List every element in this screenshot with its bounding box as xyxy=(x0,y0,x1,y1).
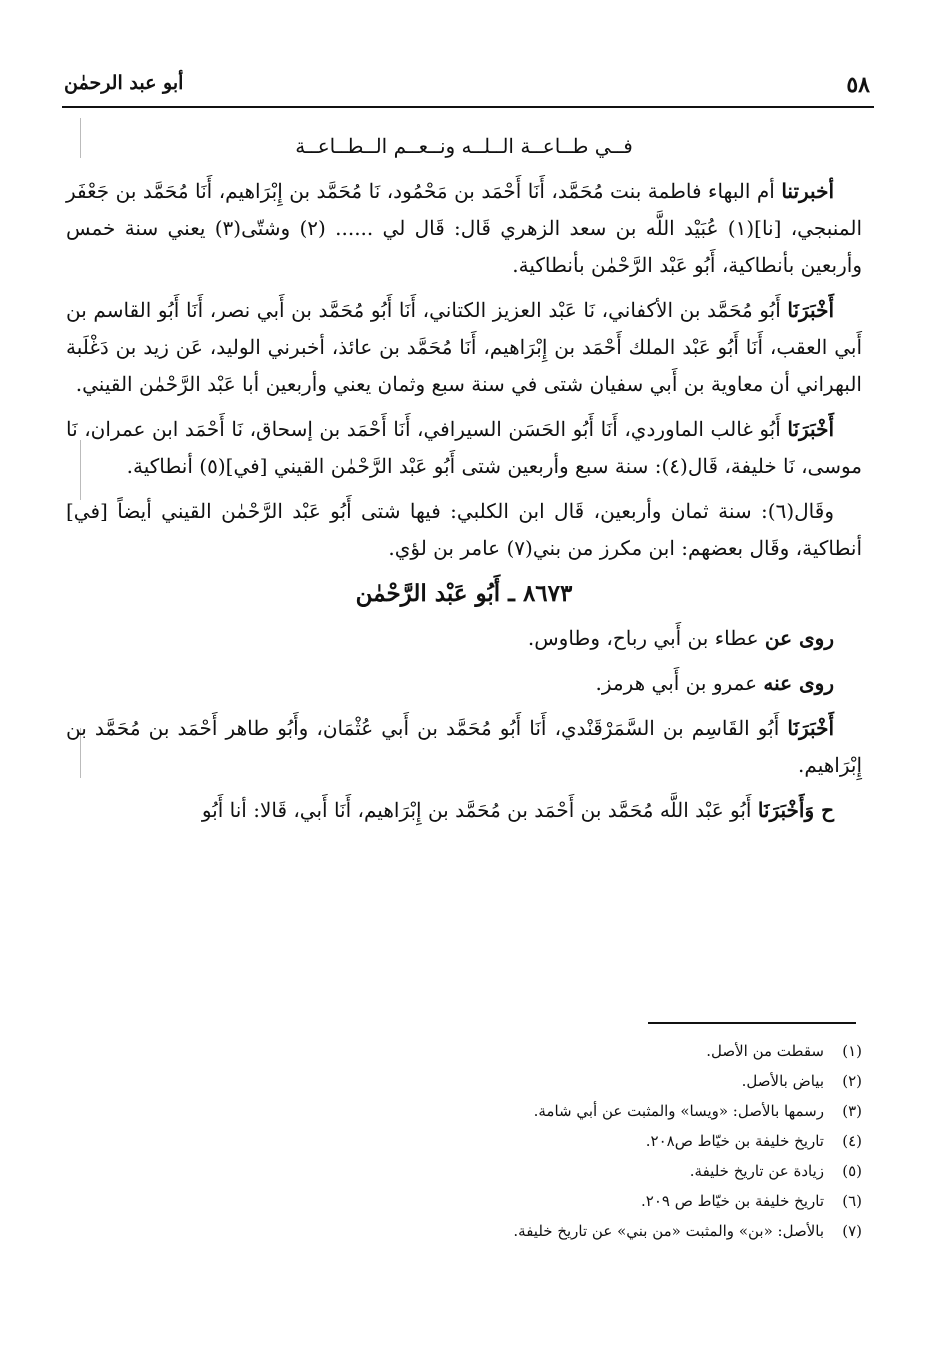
footnote-number: (٧) xyxy=(842,1222,862,1240)
paragraph-7 xyxy=(66,710,862,784)
footnote-item xyxy=(300,1066,862,1096)
footnote-text: رسمها بالأصل: «ويسا» والمثبت عن أبي شامة. xyxy=(533,1102,824,1120)
footnote-item xyxy=(300,1036,862,1066)
paragraph-3 xyxy=(66,411,862,485)
footnote-item xyxy=(300,1126,862,1156)
footnote-text: تاريخ خليفة بن خيّاط ص ٢٠٩. xyxy=(640,1192,824,1210)
footnote-number: (٣) xyxy=(842,1102,862,1120)
footnotes xyxy=(300,1036,862,1246)
footnote-item xyxy=(300,1096,862,1126)
page-header xyxy=(62,70,874,110)
paragraph-text: أَبُو القَاسِم بن السَّمَرْقَنْدي، أَنَا أَبُو مُحَمَّد بن أَبي عُثْمَان، وأَبُو طاهر أَحْمَد بن مُحَمَّد بن إِبْرَاهيم. xyxy=(66,716,862,777)
narration-keyword: أَخْبَرَنَا xyxy=(787,417,834,441)
paragraph-text: عمرو بن أَبي هرمز. xyxy=(595,671,764,695)
page-number: ٥٨ xyxy=(846,72,870,98)
footnote-rule xyxy=(648,1022,856,1024)
footnote-number: (٤) xyxy=(842,1132,862,1150)
footnote-text: تاريخ خليفة بن خيّاط ص٢٠٨. xyxy=(645,1132,824,1150)
narration-keyword: ح وَأَخْبَرَنَا xyxy=(757,798,834,822)
main-text xyxy=(66,128,862,837)
narration-keyword: أَخْبَرَنَا xyxy=(787,716,834,740)
footnote-item xyxy=(300,1216,862,1246)
narration-keyword: أَخْبَرَنَا xyxy=(787,298,834,322)
narration-keyword: أخبرتنا xyxy=(781,179,834,203)
footnote-text: بياض بالأصل. xyxy=(741,1072,824,1090)
paragraph-4: وقَال(٦): سنة ثمان وأربعين، قَال ابن الكلبي: فيها شتى أَبُو عَبْد الرَّحْمٰن القيني أيضاً [في] أنطاكية، وقَال بعضهم: ابن مكرز من بني(٧) عامر بن لؤي. xyxy=(66,499,862,560)
paragraph-text: عطاء بن أَبي رباح، وطاوس. xyxy=(527,626,765,650)
footnote-number: (١) xyxy=(842,1042,862,1060)
footnote-text: زيادة عن تاريخ خليفة. xyxy=(689,1162,824,1180)
paragraph-8 xyxy=(66,792,862,829)
footnote-number: (٦) xyxy=(842,1192,862,1210)
entry-heading: ٨٦٧٣ ـ أَبُو عَبْد الرَّحْمٰن xyxy=(355,580,573,607)
footnote-number: (٢) xyxy=(842,1072,862,1090)
header-rule xyxy=(62,106,874,108)
running-title: أبو عبد الرحمٰن xyxy=(64,72,184,94)
paragraph-text: أَبُو عَبْد اللَّه مُحَمَّد بن أَحْمَد بن مُحَمَّد بن إِبْرَاهيم، أَنَا أَبي، قَالا: أنا أَبُو xyxy=(201,798,758,822)
narration-keyword: روى عنه xyxy=(763,671,834,695)
narration-keyword: روى عن xyxy=(764,626,834,650)
footnote-number: (٥) xyxy=(842,1162,862,1180)
paragraph-2 xyxy=(66,292,862,403)
paragraph-6 xyxy=(66,665,862,702)
footnote-item xyxy=(300,1156,862,1186)
footnote-text: سقطت من الأصل. xyxy=(706,1042,824,1060)
paragraph-1 xyxy=(66,173,862,284)
paragraph-text: أم البهاء فاطمة بنت مُحَمَّد، أَنَا أَحْمَد بن مَحْمُود، نَا مُحَمَّد بن إِبْرَاهيم، أَنَا مُحَمَّد بن جَعْفَر المنبجي، [نا](١) عُبَيْد اللَّه بن سعد الزهري قَال: قَال لي ...... (٢) وشتّى(٣) يعني سنة خمس وأربعين بأنطاكية، أَبُو عَبْد الرَّحْمٰن بأنطاكية. xyxy=(66,179,863,277)
footnote-text: بالأصل: «بن» والمثبت «من بني» عن تاريخ خليفة. xyxy=(513,1222,824,1240)
paragraph-text: أَبُو مُحَمَّد بن الأكفاني، نَا عَبْد العزيز الكتاني، أَنَا أَبُو مُحَمَّد بن أَبي نصر، أَنَا أَبُو القاسم بن أَبي العقب، أَنَا أَبُو عَبْد الملك أَحْمَد بن إِبْرَاهيم، أَنَا مُحَمَّد بن عائذ، أخبرني الوليد، عَن زيد بن دَغْلَبة البهراني أن معاوية بن أَبي سفيان شتى في سنة سبع وثمان يعني وأربعين أبا عَبْد الرَّحْمٰن القيني. xyxy=(66,298,862,396)
verse-line: فــي طــاعــة الــلــه ونــعــم الــطــاعــة xyxy=(295,134,633,158)
paragraph-5 xyxy=(66,620,862,657)
footnote-item xyxy=(300,1186,862,1216)
paragraph-text: أَبُو غالب الماوردي، أَنَا أَبُو الحَسَن السيرافي، أَنَا أَحْمَد بن إسحاق، نَا أَحْمَد ابن عمران، نَا موسى، نَا خليفة، قَال(٤): سنة سبع وأربعين شتى أَبُو عَبْد الرَّحْمٰن القيني [في](٥) أنطاكية. xyxy=(66,417,862,478)
